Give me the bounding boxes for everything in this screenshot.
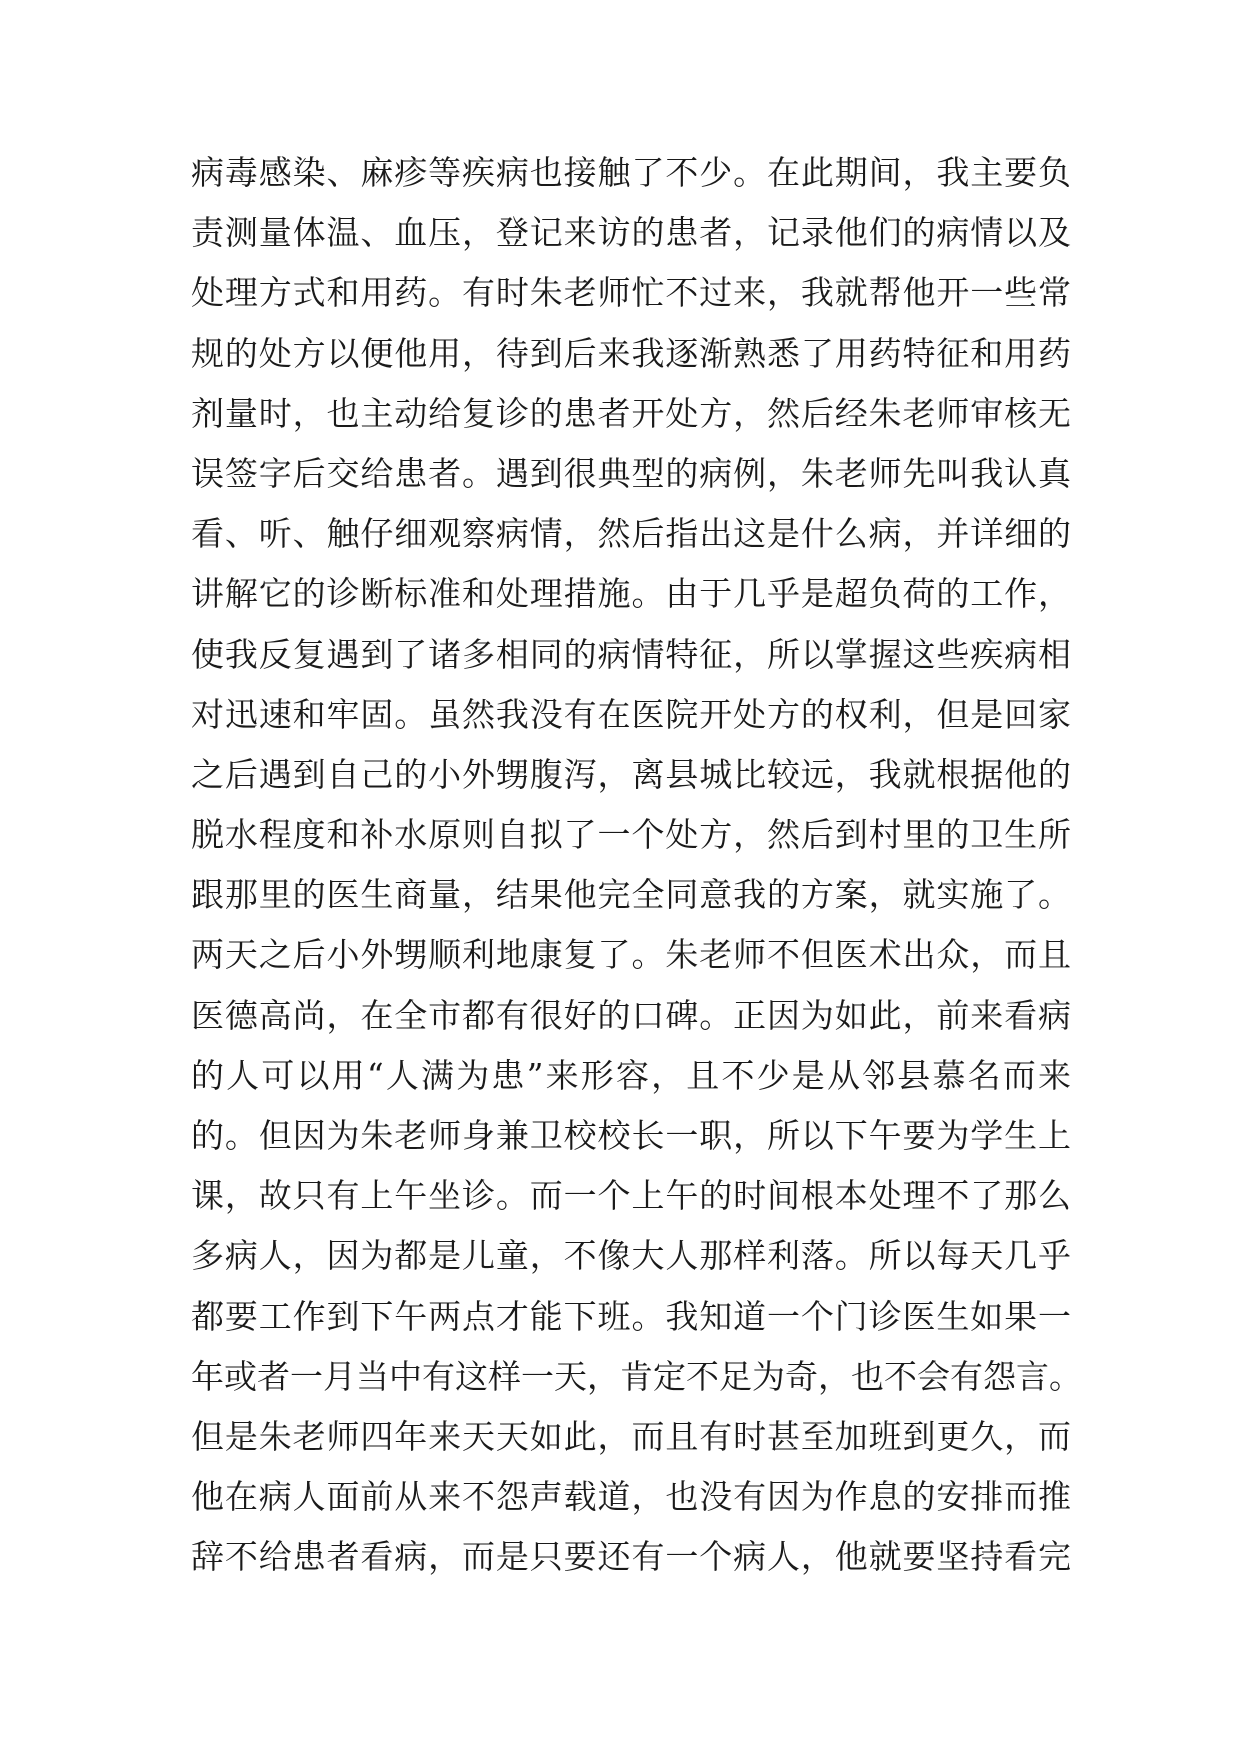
body-text [191, 143, 1082, 1588]
text-line-20: 都要工作到下午两点才能下班。我知道一个门诊医生如果一 [191, 1296, 1071, 1336]
text-line-23: 他在病人面前从来不怨声载道，也没有因为作息的安排而推 [191, 1477, 1071, 1517]
text-line-4: 规的处方以便他用，待到后来我逐渐熟悉了用药特征和用药 [191, 333, 1071, 373]
text-line-24: 辞不给患者看病，而是只要还有一个病人，他就要坚持看完 [191, 1537, 1071, 1577]
text-line-21: 年或者一月当中有这样一天，肯定不足为奇，也不会有怨言。 [191, 1356, 1082, 1396]
text-line-6: 误签字后交给患者。遇到很典型的病例，朱老师先叫我认真 [191, 453, 1071, 493]
text-line-13: 跟那里的医生商量，结果他完全同意我的方案，就实施了。 [191, 875, 1071, 915]
text-line-12: 脱水程度和补水原则自拟了一个处方，然后到村里的卫生所 [191, 815, 1071, 855]
text-line-2: 责测量体温、血压，登记来访的患者，记录他们的病情以及 [191, 213, 1071, 253]
text-line-9: 使我反复遇到了诸多相同的病情特征，所以掌握这些疾病相 [191, 634, 1071, 674]
text-line-15: 医德高尚，在全市都有很好的口碑。正因为如此，前来看病 [191, 995, 1071, 1035]
text-line-11: 之后遇到自己的小外甥腹泻，离县城比较远，我就根据他的 [191, 754, 1071, 794]
text-line-5: 剂量时，也主动给复诊的患者开处方，然后经朱老师审核无 [191, 393, 1071, 433]
text-line-1: 病毒感染、麻疹等疾病也接触了不少。在此期间，我主要负 [191, 153, 1071, 192]
text-line-7: 看、听、触仔细观察病情，然后指出这是什么病，并详细的 [191, 514, 1071, 554]
text-line-18: 课，故只有上午坐诊。而一个上午的时间根本处理不了那么 [191, 1176, 1071, 1216]
text-line-3: 处理方式和用药。有时朱老师忙不过来，我就帮他开一些常 [191, 273, 1071, 313]
text-line-8: 讲解它的诊断标准和处理措施。由于几乎是超负荷的工作， [191, 574, 1071, 614]
text-line-10: 对迅速和牢固。虽然我没有在医院开处方的权利，但是回家 [191, 694, 1071, 734]
text-line-19: 多病人，因为都是儿童，不像大人那样利落。所以每天几乎 [191, 1236, 1071, 1276]
text-line-22: 但是朱老师四年来天天如此，而且有时甚至加班到更久，而 [191, 1416, 1071, 1456]
text-line-17: 的。但因为朱老师身兼卫校校长一职，所以下午要为学生上 [191, 1116, 1071, 1155]
text-line-16: 的人可以用“人满为患”来形容，且不少是从邻县慕名而来 [191, 1055, 1071, 1095]
text-line-14: 两天之后小外甥顺利地康复了。朱老师不但医术出众，而且 [191, 935, 1071, 975]
